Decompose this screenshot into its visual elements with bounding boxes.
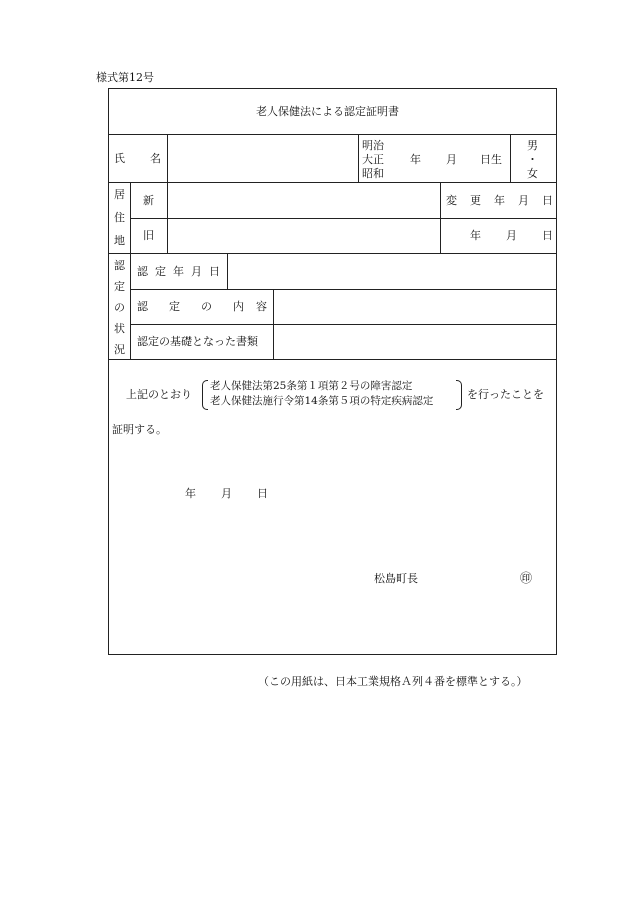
cert-basis-label: 認定の基礎となった書類 [137, 335, 258, 348]
right-brace [456, 380, 462, 410]
form-title: 老人保健法による認定証明書 [256, 105, 399, 118]
era-showa[interactable]: 昭和 [362, 167, 384, 180]
issuer-name: 松島町長 [374, 572, 418, 585]
status-label-3: の [114, 301, 125, 314]
cert-content-label-5: 容 [256, 300, 267, 313]
address-label-1: 居 [114, 188, 125, 201]
cert-date-label-3: 年 [173, 265, 184, 278]
statement-option-2: 老人保健法施行令第14条第５項の特定疾病認定 [210, 395, 434, 407]
cert-content-field[interactable] [274, 290, 556, 323]
status-label-2: 定 [114, 280, 125, 293]
status-label-1: 認 [114, 259, 125, 272]
cert-content-label-3: の [201, 300, 212, 313]
old-day-unit: 日 [542, 229, 553, 242]
address-old-field[interactable] [168, 219, 439, 252]
birth-day-unit: 日生 [480, 153, 502, 166]
era-meiji[interactable]: 明治 [362, 139, 384, 152]
left-brace [202, 380, 208, 410]
cert-basis-field[interactable] [274, 325, 556, 358]
change-date-3: 年 [494, 194, 505, 207]
issue-day-unit: 日 [257, 487, 268, 500]
rule [358, 134, 359, 182]
statement-suffix: を行ったことを [467, 388, 544, 401]
rule [440, 182, 441, 253]
old-year-unit: 年 [470, 229, 481, 242]
statement-prefix: 上記のとおり [126, 388, 192, 401]
status-label-4: 状 [114, 322, 125, 335]
issue-month-unit: 月 [221, 487, 232, 500]
rule [108, 359, 557, 360]
name-field[interactable] [168, 135, 357, 181]
address-new-label: 新 [143, 194, 154, 207]
gender-dot: ・ [527, 153, 538, 166]
birth-month-unit: 月 [446, 153, 457, 166]
change-date-2: 更 [470, 194, 481, 207]
statement-line-2: 証明する。 [112, 423, 167, 436]
seal-mark: ㊞ [520, 571, 533, 585]
address-new-field[interactable] [168, 183, 439, 217]
issue-year-unit: 年 [185, 487, 196, 500]
cert-content-label-4: 内 [233, 300, 244, 313]
birth-year-unit: 年 [410, 153, 421, 166]
change-date-5: 日 [542, 194, 553, 207]
rule [130, 182, 131, 359]
form-number: 様式第12号 [96, 71, 154, 84]
change-date-1: 変 [446, 194, 457, 207]
address-old-label: 旧 [143, 229, 154, 242]
cert-date-label-5: 日 [209, 265, 220, 278]
address-label-2: 住 [114, 211, 125, 224]
cert-content-label-2: 定 [169, 300, 180, 313]
gender-female[interactable]: 女 [527, 167, 538, 180]
footnote: （この用紙は、日本工業規格Ａ列４番を標準とする。） [258, 675, 528, 688]
era-taisho[interactable]: 大正 [362, 153, 384, 166]
status-label-5: 況 [114, 343, 125, 356]
name-label-1: 氏 [114, 152, 125, 165]
change-date-4: 月 [518, 194, 529, 207]
rule [510, 134, 511, 182]
cert-date-field[interactable] [228, 254, 556, 288]
cert-date-label-4: 月 [191, 265, 202, 278]
cert-content-label-1: 認 [137, 300, 148, 313]
name-label-2: 名 [150, 152, 161, 165]
cert-date-label-1: 認 [137, 265, 148, 278]
gender-male[interactable]: 男 [527, 139, 538, 152]
cert-date-label-2: 定 [155, 265, 166, 278]
old-month-unit: 月 [506, 229, 517, 242]
statement-option-1: 老人保健法第25条第１項第２号の障害認定 [210, 380, 413, 392]
address-label-3: 地 [114, 234, 125, 247]
